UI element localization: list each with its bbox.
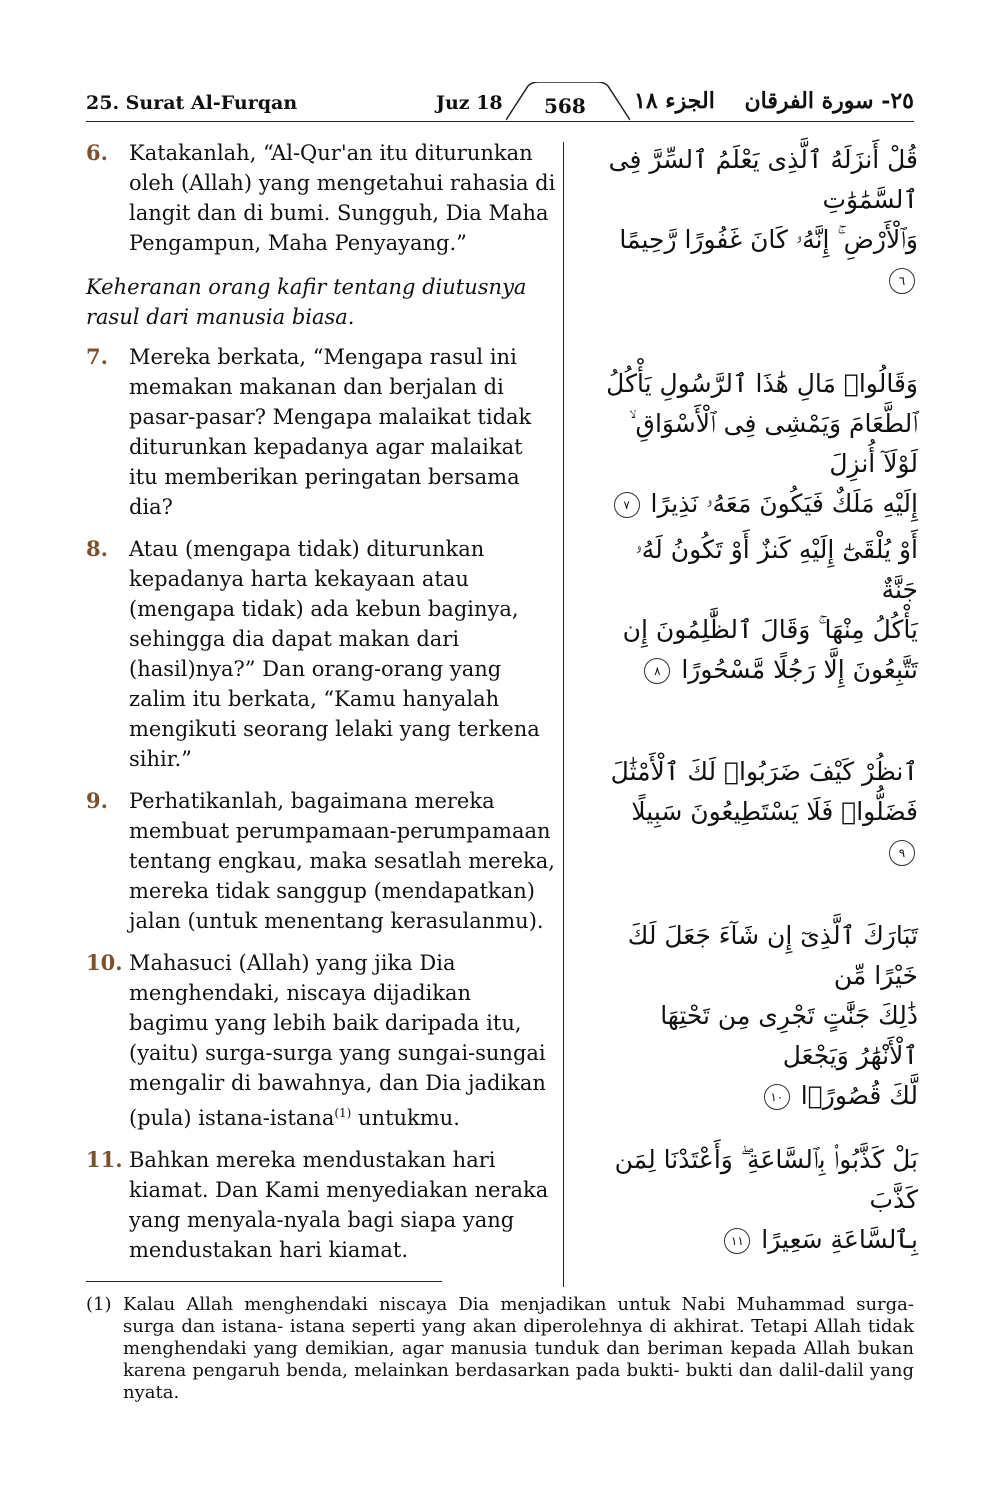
header-rule xyxy=(86,121,914,122)
ayah-end-mark: ٦ xyxy=(889,268,915,294)
verse-9-arabic xyxy=(596,752,918,872)
juz-label-latin: Juz 18 xyxy=(436,92,503,114)
arabic-line: لَّكَ قُصُورًۢا xyxy=(800,1081,918,1110)
verse-number: 6. xyxy=(86,140,108,165)
verse-11-arabic xyxy=(596,1140,918,1260)
ayah-end-mark: ٧ xyxy=(614,492,640,518)
footnote-number: (1) xyxy=(86,1294,112,1315)
arabic-line: قُلْ أَنزَلَهُ ٱلَّذِى يَعْلَمُ ٱلسِّرَّ فِى ٱلسَّمَٰوَٰتِ xyxy=(608,145,918,214)
verse-10-translation xyxy=(86,948,556,1133)
footnote-text: Kalau Allah menghendaki niscaya Dia menjadikan untuk Nabi Muhammad surga-surga dan istana- istana seperti yang akan diperolehnya di akhirat. Tetapi Allah tidak menghendaki yang demikian, agar manusia tunduk dan beriman kepada Allah bukan karena pengaruh benda, melainkan berdasarkan pada bukti- bukti dan dalil-dalil yang nyata. xyxy=(123,1294,914,1403)
verse-text: Katakanlah, “Al-Qur'an itu diturunkan oleh (Allah) yang mengetahui rahasia di langit dan di bumi. Sungguh, Dia Maha Pengampun, Maha Penyayang.” xyxy=(129,141,556,255)
verse-text: Perhatikanlah, bagaimana mereka membuat perumpamaan-perumpamaan tentang engkau, maka sesatlah mereka, mereka tidak sanggup (mendapatkan) jalan (untuk menentang kerasulanmu). xyxy=(129,789,555,933)
arabic-line: وَقَالُوا۟ مَالِ هَٰذَا ٱلرَّسُولِ يَأْكُلُ xyxy=(606,369,918,398)
verse-number: 8. xyxy=(86,536,108,561)
arabic-line: إِلَيْهِ مَلَكٌ فَيَكُونَ مَعَهُۥ نَذِيرًا xyxy=(650,489,918,518)
ayah-end-mark: ٩ xyxy=(889,840,915,866)
arabic-line: تَبَارَكَ ٱلَّذِىٓ إِن شَآءَ جَعَلَ لَكَ خَيْرًا مِّن xyxy=(627,921,918,990)
verse-text: Bahkan mereka mendustakan hari kiamat. Dan Kami menyediakan neraka yang menyala-nyala bagi siapa yang mendustakan hari kiamat. xyxy=(129,1148,549,1262)
verse-number: 7. xyxy=(86,344,108,369)
column-divider xyxy=(563,142,564,1287)
arabic-line: ذَٰلِكَ جَنَّٰتٍ تَجْرِى مِن تَحْتِهَا ٱلْأَنْهَٰرُ وَيَجْعَل xyxy=(660,1001,918,1070)
ayah-end-mark: ٨ xyxy=(644,658,670,684)
footnote xyxy=(86,1294,914,1404)
section-heading: Keheranan orang kafir tentang diutusnya rasul dari manusia biasa. xyxy=(86,275,527,329)
verse-text: Mereka berkata, “Mengapa rasul ini memakan makanan dan berjalan di pasar-pasar? Mengapa malaikat tidak diturunkan kepadanya agar malaikat itu memberikan peringatan bersama dia? xyxy=(129,345,532,519)
arabic-line: فَضَلُّوا۟ فَلَا يَسْتَطِيعُونَ سَبِيلًا xyxy=(631,797,918,826)
ayah-end-mark: ١٠ xyxy=(764,1084,790,1110)
ayah-end-mark: ١١ xyxy=(724,1228,750,1254)
arabic-line: بِٱلسَّاعَةِ سَعِيرًا xyxy=(761,1225,918,1254)
arabic-line: وَٱلْأَرْضِ ۚ إِنَّهُۥ كَانَ غَفُورًا رَّحِيمًا xyxy=(619,225,918,254)
footnote-marker: (1) xyxy=(334,1106,352,1120)
verse-7-arabic xyxy=(596,364,918,524)
verse-number: 10. xyxy=(86,950,123,975)
verse-8-arabic xyxy=(596,530,918,690)
surah-title-latin: 25. Surat Al-Furqan xyxy=(86,92,298,114)
juz-label-arabic: الجزء ١٨ xyxy=(634,88,715,114)
verse-text-after: untukmu. xyxy=(351,1106,460,1130)
arabic-line: ٱلطَّعَامَ وَيَمْشِى فِى ٱلْأَسْوَاقِ ۙ لَوْلَآ أُنزِلَ xyxy=(629,409,918,478)
verse-text: Atau (mengapa tidak) diturunkan kepadanya harta kekayaan atau (mengapa tidak) ada kebun baginya, sehingga dia dapat makan dari (hasil)nya?” Dan orang-orang yang zalim itu berkata, “Kamu hanyalah mengikuti seorang lelaki yang terkena sihir.” xyxy=(129,537,540,771)
page-number: 568 xyxy=(544,94,586,118)
verse-number: 11. xyxy=(86,1147,123,1172)
arabic-line: ٱنظُرْ كَيْفَ ضَرَبُوا۟ لَكَ ٱلْأَمْثَٰلَ xyxy=(610,757,918,786)
verse-text: Mahasuci (Allah) yang jika Dia menghendaki, niscaya dijadikan bagimu yang lebih baik daripada itu, (yaitu) surga-surga yang sungai-sungai mengalir di bawahnya, dan Dia jadikan (pula) istana-istana xyxy=(129,951,546,1130)
verse-9-translation xyxy=(86,786,556,936)
arabic-line: بَلْ كَذَّبُوا۟ بِٱلسَّاعَةِ ۖ وَأَعْتَدْنَا لِمَن كَذَّبَ xyxy=(614,1145,918,1214)
page-header xyxy=(86,84,914,124)
verse-8-translation xyxy=(86,534,556,774)
surah-title-arabic: ٢٥- سورة الفرقان xyxy=(744,88,914,114)
footnote-rule xyxy=(86,1281,442,1282)
arabic-line: أَوْ يُلْقَىٰٓ إِلَيْهِ كَنزٌ أَوْ تَكُونُ لَهُۥ جَنَّةٌ xyxy=(635,535,918,604)
arabic-line: يَأْكُلُ مِنْهَا ۚ وَقَالَ ٱلظَّٰلِمُونَ إِن xyxy=(622,615,918,644)
verse-6-arabic xyxy=(596,140,918,300)
verse-number: 9. xyxy=(86,788,108,813)
verse-6-translation xyxy=(86,138,556,258)
arabic-line: تَتَّبِعُونَ إِلَّا رَجُلًا مَّسْحُورًا xyxy=(681,655,918,684)
translation-column xyxy=(86,138,556,1277)
verse-7-translation xyxy=(86,342,556,522)
verse-10-arabic xyxy=(596,916,918,1116)
verse-11-translation xyxy=(86,1145,556,1265)
